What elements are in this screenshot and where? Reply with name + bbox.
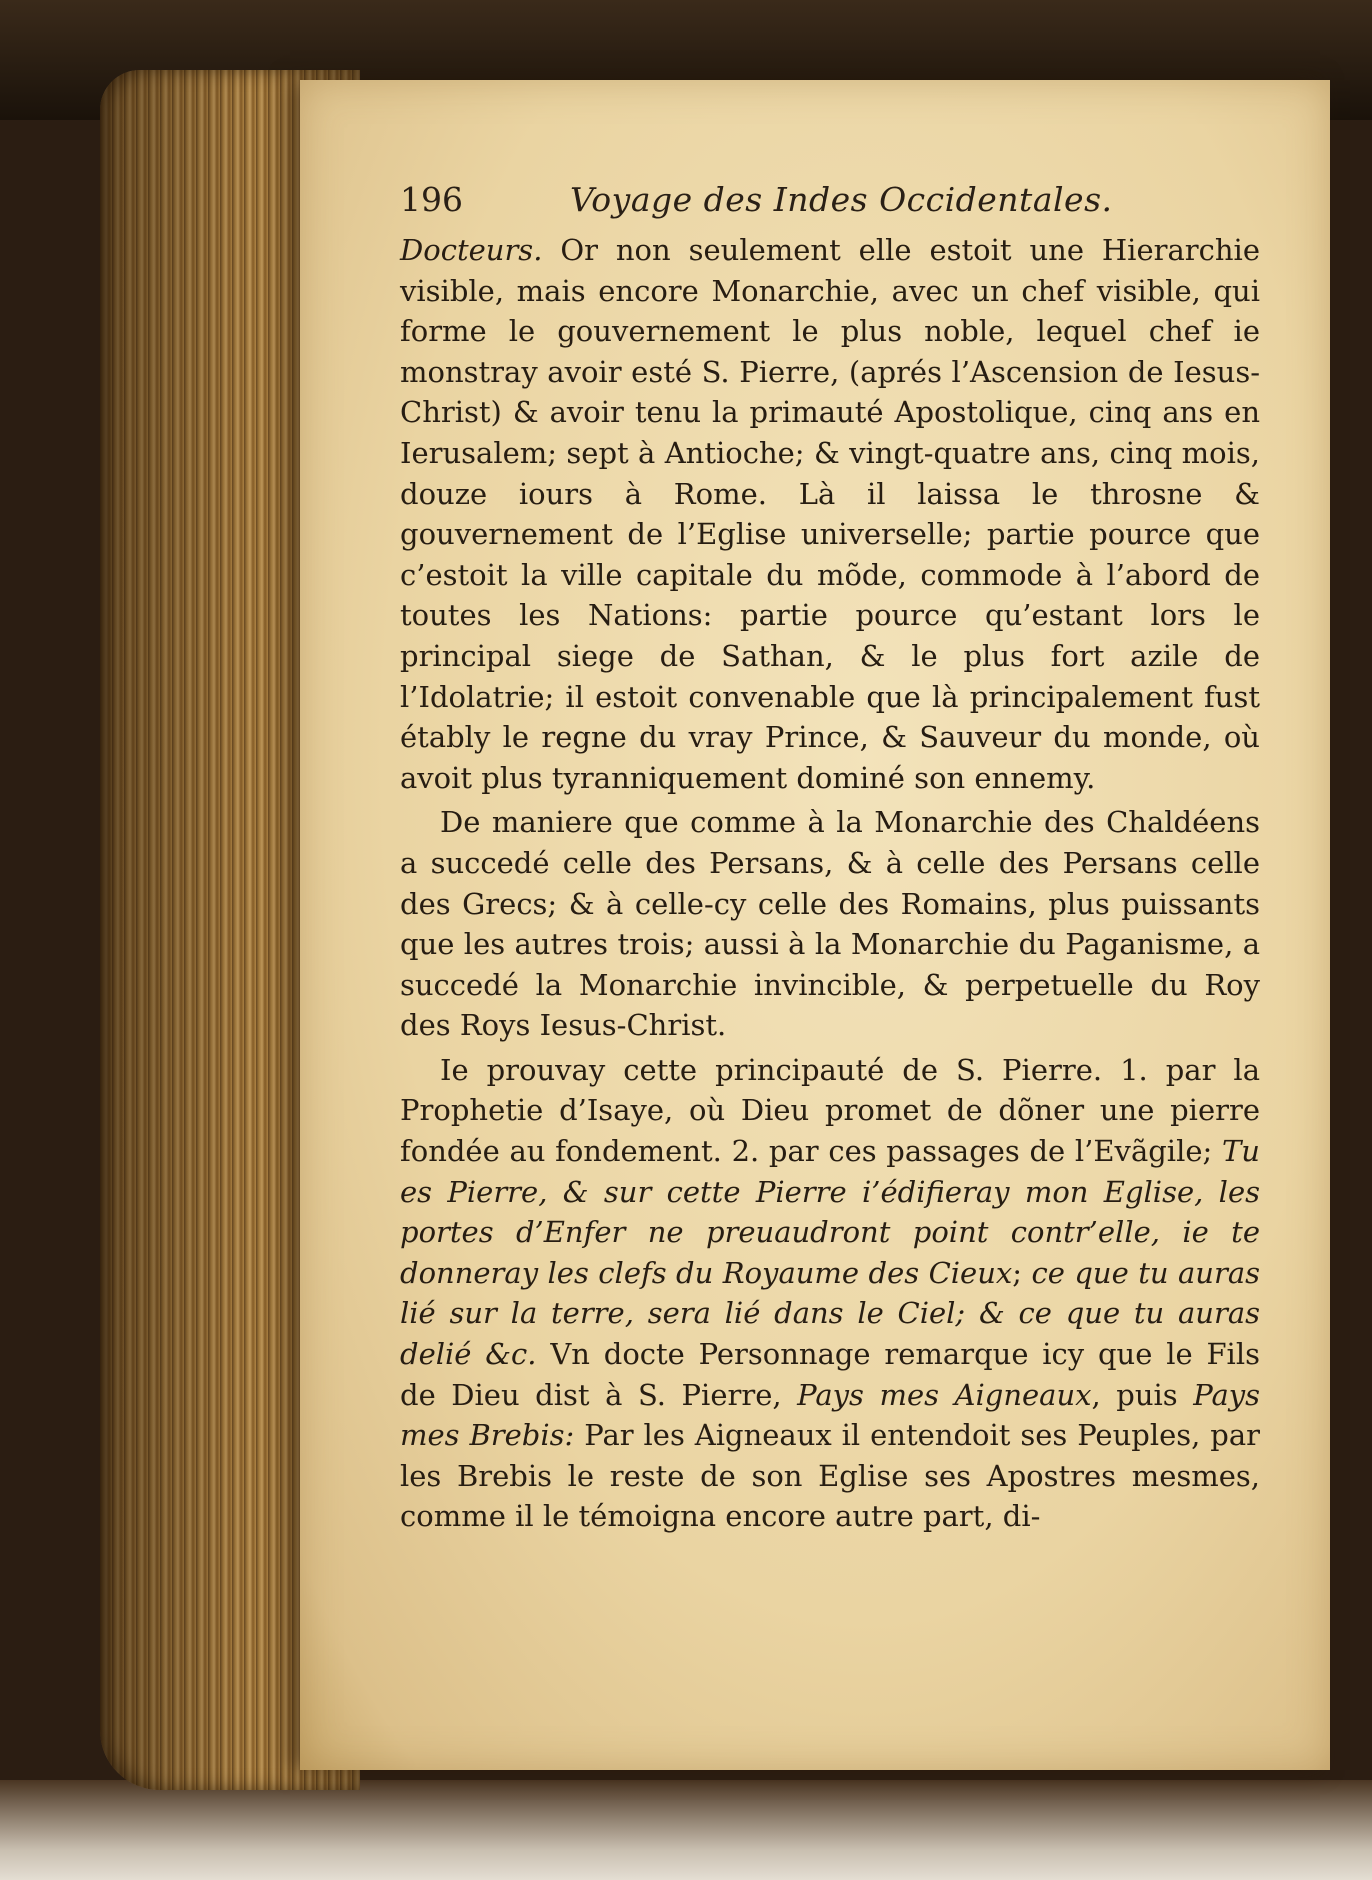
page-number: 196 xyxy=(400,180,463,219)
text-segment: Docteurs. xyxy=(400,233,543,267)
text-segment: Pays mes Brebis: xyxy=(400,1377,1260,1453)
page-content xyxy=(400,180,1260,1537)
text-segment: De maniere que comme à la Monarchie des Chaldéens a succedé celle des Persans, & à celle des Persans celle des Grecs; & à celle-cy celle des Romains, plus puissants que les autres trois; aussi à la Monarchie du Paganisme, a succedé la Monarchie invincible, & perpetuelle du Roy des Roys Iesus-Christ. xyxy=(400,805,1260,1043)
text-segment: Par les Aigneaux il entendoit ses Peuples, par les Brebis le reste de son Eglise ses Apostres mesmes, comme il le témoigna encore autre part, di- xyxy=(400,1418,1261,1534)
text-segment: ; xyxy=(1012,1255,1032,1290)
text-segment: ce que tu auras lié sur la terre, sera lié dans le Ciel; & ce que tu auras delié &c. xyxy=(400,1255,1260,1372)
text-segment: Ie prouvay cette principauté de S. Pierre. 1. par la Prophetie d’Isaye, où Dieu promet de dõner une pierre fondée au fondement. 2. par ces passages de l’Evãgile; xyxy=(400,1052,1260,1169)
text-segment: Tu es Pierre, & sur cette Pierre i’édifieray mon Eglise, les portes d’Enfer ne preuaudront point contr’elle, ie te donneray les clefs du Royaume des Cieux xyxy=(400,1134,1260,1290)
paragraph xyxy=(400,802,1260,1046)
book-page xyxy=(300,80,1330,1770)
paragraph xyxy=(400,230,1260,798)
body-text xyxy=(400,230,1260,1537)
paragraph xyxy=(400,1050,1260,1537)
running-head: Voyage des Indes Occidentales. xyxy=(570,180,1113,219)
text-segment: Or non seulement elle estoit une Hierarchie visible, mais encore Monarchie, avec un chef visible, qui forme le gouvernement le plus noble, lequel chef ie monstray avoir esté S. Pierre, (aprés l’Ascension de Iesus-Christ) & avoir tenu la primauté Apostolique, cinq ans en Ierusalem; sept à Antioche; & vingt-quatre ans, cinq mois, douze iours à Rome. Là il laissa le throsne & gouvernement de l’Eglise universelle; partie pource que c’estoit la ville capitale du mõde, commode à l’abord de toutes les Nations: partie pource qu’estant lors le principal siege de Sathan, & le plus fort azile de l’Idolatrie; il estoit convenable que là principalement fust étably le regne du vray Prince, & Sauveur du monde, où avoit plus tyranniquement dominé son ennemy. xyxy=(400,233,1260,795)
text-segment: Pays mes Aigneaux xyxy=(797,1377,1092,1412)
page-header xyxy=(400,180,1260,230)
text-segment: Vn docte Personnage remarque icy que le Fils de Dieu dist à S. Pierre, xyxy=(400,1337,1260,1412)
text-segment: , puis xyxy=(1091,1377,1194,1412)
table-surface xyxy=(0,1780,1372,1880)
